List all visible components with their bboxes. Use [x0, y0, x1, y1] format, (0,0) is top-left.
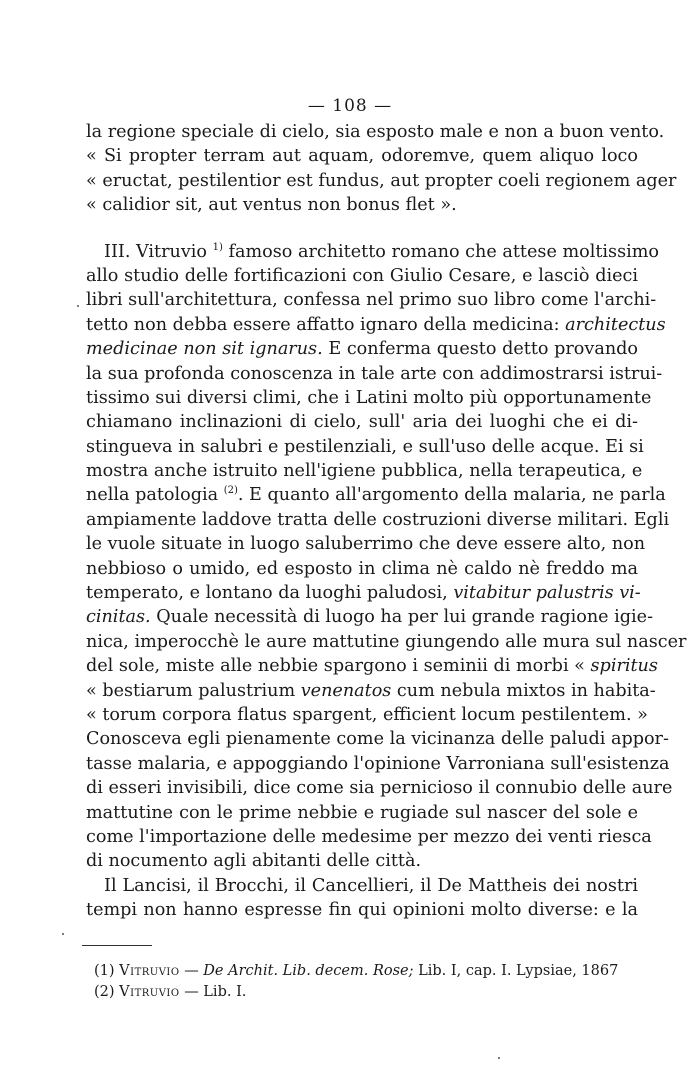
- body-text: [86, 120, 687, 923]
- text-line: « Si propter terram aut aquam, odoremve, quem aliquo loco: [86, 146, 638, 167]
- text-line: [86, 654, 658, 678]
- text-run: Quale necessità di luogo ha per lui grande ragione igie-: [156, 607, 654, 628]
- text-line: [86, 605, 654, 629]
- text-line: nebbioso o umido, ed esposto in clima nè caldo nè freddo ma: [86, 558, 638, 579]
- text-line: la sua profonda conoscenza in tale arte con addimostrarsi istrui-: [86, 363, 663, 384]
- text-run: del sole, miste alle nebbie spargono i seminii di morbi «: [86, 656, 585, 677]
- text-line: chiamano inclinazioni di cielo, sull' aria dei luoghi che ei di-: [86, 412, 638, 433]
- text-run: tetto non debba essere affatto ignaro della medicina:: [86, 314, 560, 335]
- text-line: « calidior sit, aut ventus non bonus flet ».: [86, 195, 457, 216]
- paragraph-gap: [86, 218, 638, 240]
- scan-speck: [498, 1057, 500, 1059]
- text-line: nica, imperocchè le aure mattutine giungendo alle mura sul nascer: [86, 631, 687, 652]
- text-line: [86, 240, 660, 264]
- text-line: come l'importazione delle medesime per mezzo dei venti riesca: [86, 826, 652, 847]
- footnote-author: Vitruvio: [119, 984, 180, 1000]
- text-run: « bestiarum palustrium: [86, 680, 296, 701]
- footnote-ref: (2): [223, 485, 238, 497]
- text-line: tasse malaria, e appoggiando l'opinione Varroniana sull'esistenza: [86, 753, 670, 774]
- text-line: libri sull'architettura, confessa nel primo suo libro come l'archi-: [86, 290, 657, 311]
- text-line: allo studio delle fortificazioni con Giulio Cesare, e lasciò dieci: [86, 265, 638, 286]
- footnote-text: Lib. I, cap. I. Lypsiae, 1867: [418, 963, 619, 979]
- text-run: cum nebula mixtos in habita-: [396, 680, 656, 701]
- text-run: famoso architetto romano che attese moltissimo: [228, 241, 660, 262]
- text-line: Conosceva egli pienamente come la vicinanza delle paludi appor-: [86, 729, 669, 750]
- text-run: temperato, e lontano da luoghi paludosi,: [86, 583, 448, 604]
- text-line: « torum corpora flatus spargent, efficient locum pestilentem. »: [86, 704, 648, 725]
- footnote-2: [94, 982, 654, 1003]
- text-line: le vuole situate in luogo saluberrimo che deve essere alto, non: [86, 534, 646, 555]
- text-line: ampiamente laddove tratta delle costruzioni diverse militari. Egli: [86, 509, 670, 530]
- text-line: di nocumento agli abitanti delle città.: [86, 851, 422, 872]
- text-run: . E quanto all'argomento della malaria, ne parla: [237, 485, 666, 506]
- latin-quote: spiritus: [590, 656, 658, 677]
- footnote-divider: [82, 945, 152, 946]
- text-run: E conferma questo detto provando: [328, 339, 639, 360]
- latin-quote: cinitas.: [86, 607, 151, 628]
- text-line: stingueva in salubri e pestilenziali, e sull'uso delle acque. Ei si: [86, 436, 644, 457]
- text-line: « eructat, pestilentior est fundus, aut propter coeli regionem ager: [86, 170, 677, 191]
- text-line: mostra anche istruito nell'igiene pubblica, nella terapeutica, e: [86, 461, 643, 482]
- text-line: [86, 337, 638, 361]
- text-line: Il Lancisi, il Brocchi, il Cancellieri, il De Mattheis dei nostri: [104, 875, 638, 896]
- text-line: tempi non hanno espresse fin qui opinioni molto diverse: e la: [86, 900, 638, 921]
- text-line: [86, 679, 656, 703]
- latin-quote: medicinae non sit ignarus.: [86, 339, 323, 360]
- footnote-1: [94, 961, 654, 982]
- text-line: di esseri invisibili, dice come sia pernicioso il connubio delle aure: [86, 778, 673, 799]
- latin-quote: vitabitur palustris vi-: [453, 583, 641, 604]
- footnote-dash: —: [184, 963, 199, 979]
- text-run: nella patologia: [86, 485, 219, 506]
- text-line: [86, 483, 666, 507]
- text-line: mattutine con le prime nebbie e rugiade sul nascer del sole e: [86, 802, 638, 823]
- text-line: [86, 313, 666, 337]
- footnote-ref: 1): [212, 241, 223, 253]
- footnote-number: (1): [94, 963, 115, 979]
- footnote-title: De Archit. Lib. decem. Rose;: [203, 963, 414, 979]
- scan-speck: [62, 933, 64, 935]
- text-line: tissimo sui diversi climi, che i Latini molto più opportunamente: [86, 387, 652, 408]
- footnote-text: Lib. I.: [203, 984, 247, 1000]
- scan-speck: [77, 305, 79, 307]
- text-line: [86, 581, 641, 605]
- footnote-dash: —: [184, 984, 199, 1000]
- footnotes: [94, 961, 654, 1003]
- footnote-author: Vitruvio: [119, 963, 180, 979]
- text-run: III. Vitruvio: [104, 241, 208, 262]
- footnote-number: (2): [94, 984, 115, 1000]
- latin-quote: architectus: [565, 314, 666, 335]
- latin-quote: venenatos: [300, 680, 392, 701]
- text-line: la regione speciale di cielo, sia esposto male e non a buon vento.: [86, 122, 665, 142]
- page-number: — 108 —: [307, 96, 393, 116]
